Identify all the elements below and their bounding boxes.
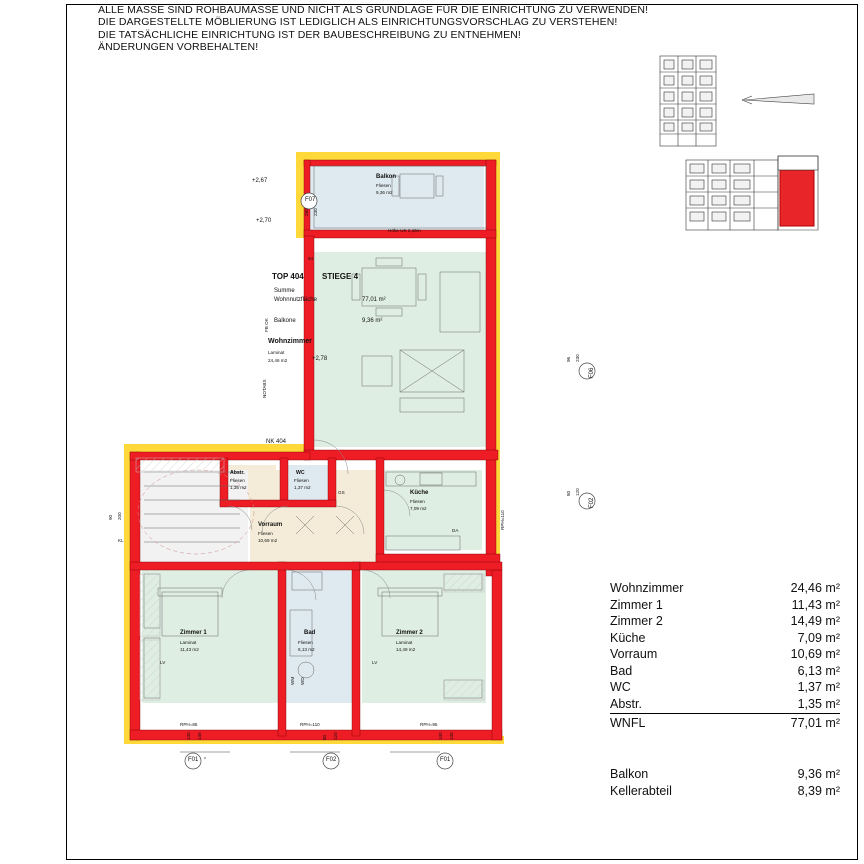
area-value: 10,69 m² xyxy=(790,647,840,661)
area-label: Zimmer 2 xyxy=(610,614,663,628)
room-label-wohnzimmer: Wohnzimmer xyxy=(268,338,312,345)
label-fbok: FB OK xyxy=(264,318,269,332)
dim-right-120: 120 xyxy=(575,488,580,496)
dim-right-80: 80 xyxy=(566,490,571,496)
balkone-value: 9,36 m² xyxy=(362,318,383,324)
hoehe-uk-note: Höhe UK 2,15m xyxy=(388,228,421,233)
area-row xyxy=(610,663,840,680)
room-material-vorraum: Fliesen xyxy=(258,531,273,536)
floor-plan xyxy=(100,140,600,763)
area-row xyxy=(610,766,840,783)
area-row xyxy=(610,630,840,647)
dim-rph85: RPH=85 xyxy=(180,722,198,727)
room-material-zimmer2: Laminat xyxy=(396,640,413,645)
area-value: 6,13 m² xyxy=(797,663,840,678)
disclaimer-line-3: DIE TATSÄCHLICHE EINRICHTUNG IST DER BAUBESCHREIBUNG ZU ENTNEHMEN! xyxy=(98,28,521,41)
area-value: 1,37 m² xyxy=(797,680,840,694)
room-label-vorraum: Vorraum xyxy=(258,522,283,528)
area-row xyxy=(610,613,840,630)
room-area-wc: 1,37 m2 xyxy=(294,485,311,490)
dim-right-96: 96 xyxy=(566,356,571,362)
key-plan xyxy=(656,52,852,248)
label-lv-2: LV xyxy=(372,660,378,665)
stiege-label: STIEGE 4 xyxy=(322,272,359,281)
dim-rph110-bottom: RPH=110 xyxy=(300,722,320,727)
window-label-f07: F07 xyxy=(305,197,316,203)
label-wd: WD xyxy=(300,677,305,685)
dim-64: 64 xyxy=(308,256,314,261)
room-area-zimmer2: 14,49 m2 xyxy=(396,647,416,652)
top-number-label: TOP 404 xyxy=(272,272,304,281)
disclaimer-block xyxy=(98,4,738,54)
area-row xyxy=(610,783,840,800)
window-label-f01-right: F01 xyxy=(440,757,451,763)
area-label: Küche xyxy=(610,630,646,645)
summe-label: Summe xyxy=(274,288,295,294)
dim-bottom-120: 120 xyxy=(333,732,338,740)
room-area-vorraum: 10,69 m2 xyxy=(258,538,278,543)
label-wm: WM xyxy=(290,676,295,685)
dim-bottom-140b: 140 xyxy=(438,732,443,740)
room-material-balkon: Fliesen xyxy=(376,183,391,188)
room-label-zimmer1: Zimmer 1 xyxy=(180,630,207,636)
room-label-bad: Bad xyxy=(304,630,316,636)
room-material-kueche: Fliesen xyxy=(410,499,425,504)
area-total-row xyxy=(610,713,840,732)
floor-plan-drawing xyxy=(100,140,600,760)
area-schedule-extra xyxy=(610,766,840,799)
room-area-wohnzimmer: 24,46 m2 xyxy=(268,358,288,363)
dim-balkon-w1: 280 xyxy=(304,208,309,216)
window-label-f02-right: F02 xyxy=(589,497,595,508)
area-value: 11,43 m² xyxy=(791,597,840,612)
dim-bottom-145a: 145 xyxy=(197,732,202,740)
area-total-label: WNFL xyxy=(610,716,646,730)
area-label: WC xyxy=(610,680,631,694)
label-notabs: NOTABS xyxy=(262,379,267,398)
window-label-f01-left: F01 xyxy=(188,757,199,763)
area-value: 8,39 m² xyxy=(797,783,840,798)
disclaimer-line-4: ÄNDERUNGEN VORBEHALTEN! xyxy=(98,41,259,54)
area-label: Bad xyxy=(610,663,633,678)
area-label: Vorraum xyxy=(610,647,658,661)
dim-bottom-145b: 145 xyxy=(449,732,454,740)
dim-balkon-w2: 230 xyxy=(313,208,318,216)
balkone-label: Balkone xyxy=(274,318,296,324)
wohnnutzflaeche-label: Wohnnutzfläche xyxy=(274,297,317,303)
area-label: Kellerabteil xyxy=(610,783,672,798)
room-material-zimmer1: Laminat xyxy=(180,640,197,645)
area-label: Zimmer 1 xyxy=(610,597,663,612)
area-row xyxy=(610,597,840,614)
area-row xyxy=(610,679,840,696)
level-marker-1: +2,67 xyxy=(252,178,268,184)
room-material-abstr: Fliesen xyxy=(230,478,245,483)
area-value: 14,49 m² xyxy=(790,614,840,628)
area-row xyxy=(610,696,840,713)
room-label-zimmer2: Zimmer 2 xyxy=(396,630,423,636)
disclaimer-line-1: ALLE MASSE SIND ROHBAUMASSE UND NICHT ALS GRUNDLAGE FÜR DIE EINRICHTUNG ZU VERWENDEN! xyxy=(98,4,649,16)
room-area-bad: 6,13 m2 xyxy=(298,647,315,652)
label-da: DA xyxy=(452,528,459,533)
dim-left-90: 90 xyxy=(108,514,113,520)
dim-right-230: 230 xyxy=(575,354,580,362)
label-gs: GS xyxy=(338,490,345,495)
dim-rph110-right: RPH=110 xyxy=(500,510,505,530)
area-value: 24,46 m² xyxy=(790,581,840,595)
room-material-wc: Fliesen xyxy=(294,478,309,483)
dim-bottom-140a: 140 xyxy=(186,732,191,740)
area-value: 7,09 m² xyxy=(797,630,840,645)
label-lv: LV xyxy=(160,660,166,665)
room-area-zimmer1: 11,43 m2 xyxy=(180,647,199,652)
area-row xyxy=(610,580,840,597)
nk-label: NK 404 xyxy=(266,439,287,445)
disclaimer-line-2: DIE DARGESTELLTE MÖBLIERUNG IST LEDIGLICH ALS EINRICHTUNGSVORSCHLAG ZU VERSTEHEN! xyxy=(98,16,618,29)
room-label-abstr: Abstr. xyxy=(230,470,245,476)
label-kl: KL xyxy=(118,538,124,543)
room-label-kueche: Küche xyxy=(410,490,429,496)
room-label-balkon: Balkon xyxy=(376,174,397,180)
area-label: Balkon xyxy=(610,767,649,781)
room-area-balkon: 9,36 m2 xyxy=(376,190,393,195)
room-area-abstr: 1,35 m2 xyxy=(230,485,247,490)
area-value: 1,35 m² xyxy=(797,696,840,711)
dim-left-200: 200 xyxy=(117,512,122,520)
room-material-wohnzimmer: Laminat xyxy=(268,350,285,355)
window-label-f02-bottom: F02 xyxy=(326,757,337,763)
dim-bottom-80: 80 xyxy=(322,734,327,740)
area-value: 9,36 m² xyxy=(797,767,840,781)
room-label-wc: WC xyxy=(296,470,305,476)
area-schedule xyxy=(610,580,840,732)
room-area-kueche: 7,09 m2 xyxy=(410,506,427,511)
window-label-f06: F06 xyxy=(589,367,595,378)
level-marker-3: +2,78 xyxy=(312,356,328,362)
wohnnutzflaeche-value: 77,01 m² xyxy=(362,297,386,303)
level-marker-2: +2,70 xyxy=(256,218,272,224)
key-plan-drawing xyxy=(656,52,852,248)
area-total-value: 77,01 m² xyxy=(790,716,840,730)
dim-rph95: RPH=95 xyxy=(420,722,438,727)
area-label: Abstr. xyxy=(610,696,642,711)
area-row xyxy=(610,646,840,663)
room-material-bad: Fliesen xyxy=(298,640,313,645)
area-label: Wohnzimmer xyxy=(610,581,684,595)
